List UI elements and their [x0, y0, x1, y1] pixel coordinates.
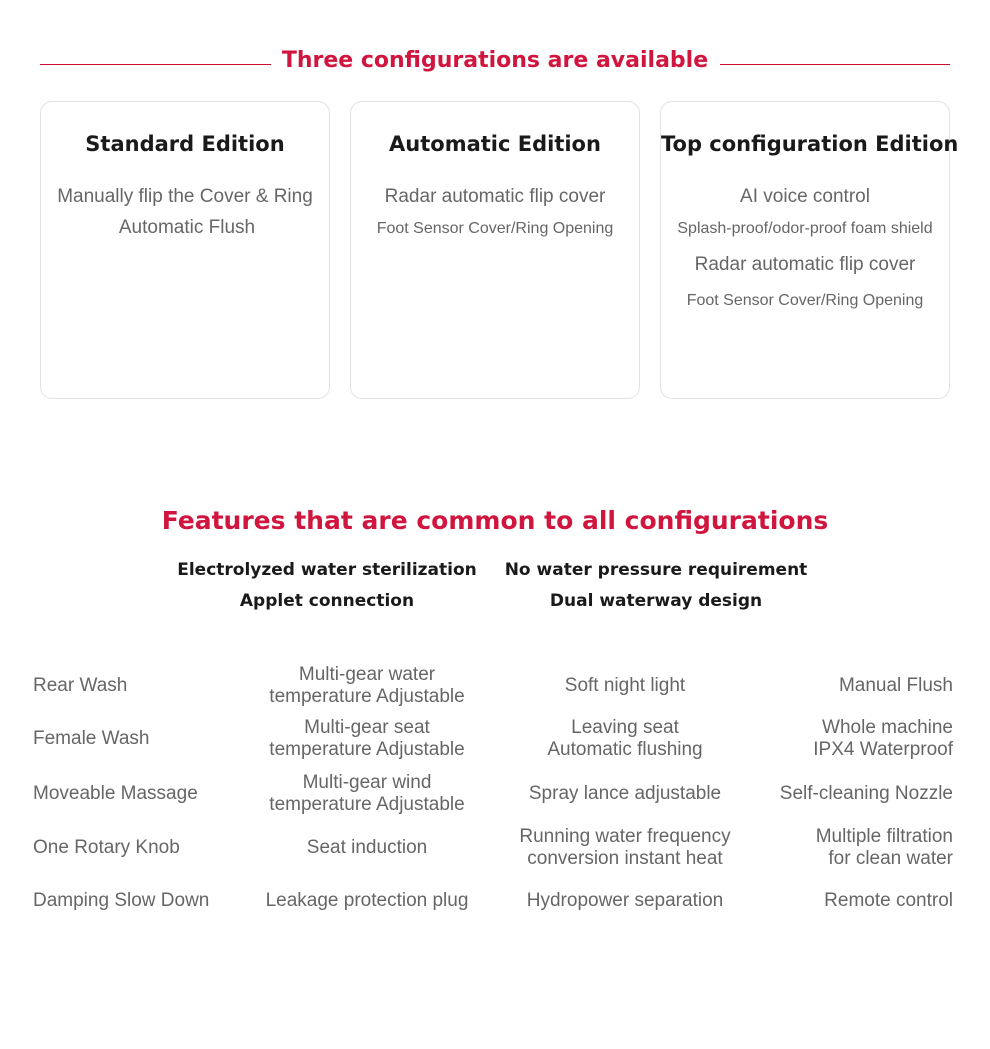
feature-text: Whole machine [822, 717, 953, 738]
feature-text: Leaving seat [571, 717, 679, 738]
feature-text: Remote control [824, 890, 953, 911]
feature-text: temperature Adjustable [269, 739, 465, 760]
common-feature: Applet connection [239, 591, 415, 611]
feature-text: Seat induction [306, 837, 428, 858]
feature-text: temperature Adjustable [269, 686, 465, 707]
feature-text: Hydropower separation [526, 890, 724, 911]
feature-item [505, 675, 745, 697]
feature-item [780, 783, 953, 805]
configurations-title: Three configurations are available [281, 48, 709, 73]
feature-item [247, 837, 487, 859]
common-feature: No water pressure requirement [504, 560, 808, 580]
card-feature: Automatic Flush [118, 217, 256, 238]
feature-text: Rear Wash [33, 675, 128, 696]
feature-item [505, 826, 745, 870]
card-feature: Foot Sensor Cover/Ring Opening [686, 292, 924, 309]
feature-text: Manual Flush [838, 675, 953, 696]
card-title: Automatic Edition [389, 132, 601, 156]
feature-item [247, 772, 487, 816]
common-feature: Electrolyzed water sterilization [177, 560, 477, 580]
common-feature: Dual waterway design [549, 591, 763, 611]
feature-text: Self-cleaning Nozzle [779, 783, 953, 804]
feature-text: Moveable Massage [33, 783, 198, 804]
card-title: Standard Edition [85, 132, 285, 156]
feature-item [33, 783, 198, 805]
feature-item [247, 664, 487, 708]
card-feature: Manually flip the Cover & Ring [57, 186, 313, 207]
feature-item [505, 783, 745, 805]
feature-item [33, 837, 180, 859]
feature-text: Multiple filtration [815, 826, 953, 847]
card-title: Top configuration Edition [661, 132, 959, 156]
common-features-title: Features that are common to all configurations [161, 506, 829, 535]
card-feature: Radar automatic flip cover [694, 254, 916, 275]
feature-text: Soft night light [564, 675, 686, 696]
card-feature: AI voice control [740, 186, 870, 207]
feature-text: Damping Slow Down [33, 890, 210, 911]
feature-item [33, 890, 209, 912]
feature-item [816, 826, 953, 870]
feature-text: Leakage protection plug [265, 890, 469, 911]
card-feature: Splash-proof/odor-proof foam shield [677, 220, 933, 237]
feature-text: Spray lance adjustable [528, 783, 722, 804]
feature-text: Automatic flushing [547, 739, 703, 760]
feature-text: Female Wash [33, 728, 150, 749]
feature-item [33, 675, 127, 697]
feature-item [505, 890, 745, 912]
feature-text: One Rotary Knob [33, 837, 180, 858]
feature-item [247, 890, 487, 912]
feature-item [247, 717, 487, 761]
feature-text: Multi-gear water [298, 664, 436, 685]
card-top-configuration-edition [660, 101, 959, 399]
card-feature: Foot Sensor Cover/Ring Opening [376, 220, 614, 237]
feature-text: temperature Adjustable [269, 794, 465, 815]
card-automatic-edition [350, 101, 640, 399]
feature-text: conversion instant heat [527, 848, 723, 869]
feature-item [839, 675, 953, 697]
feature-text: IPX4 Waterproof [813, 739, 953, 760]
card-feature: Radar automatic flip cover [384, 186, 606, 207]
feature-item [33, 728, 150, 750]
feature-text: Running water frequency [519, 826, 731, 847]
feature-item [824, 890, 953, 912]
feature-text: Multi-gear seat [304, 717, 430, 738]
feature-item [813, 717, 953, 761]
feature-item [505, 717, 745, 761]
card-standard-edition [40, 101, 330, 399]
feature-text: for clean water [828, 848, 953, 869]
feature-text: Multi-gear wind [302, 772, 432, 793]
